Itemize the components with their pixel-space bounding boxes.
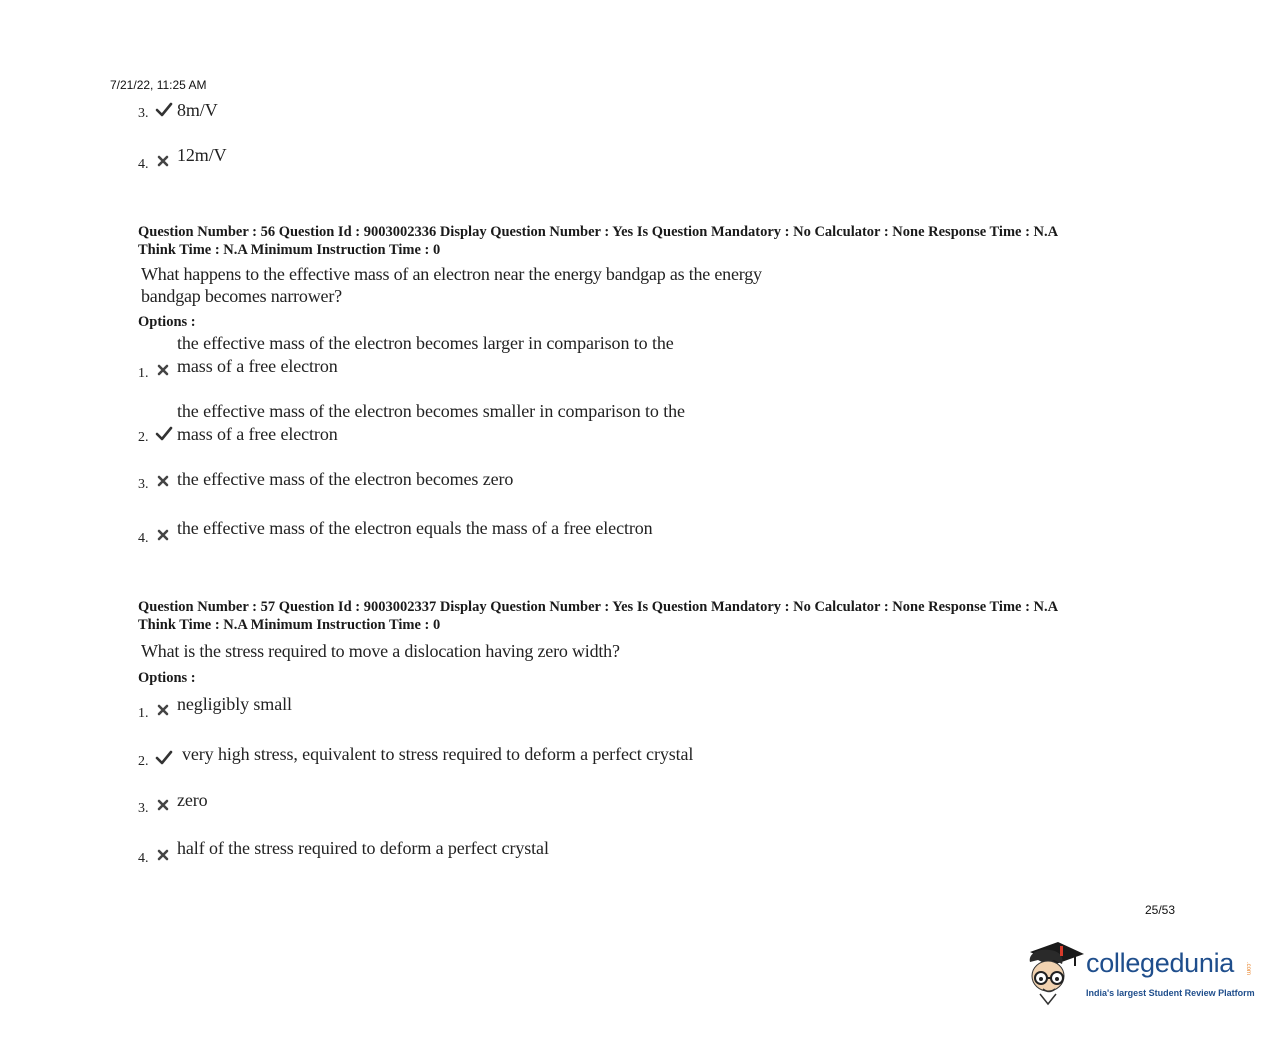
check-icon bbox=[155, 426, 173, 442]
option-text: the effective mass of the electron becomes zero bbox=[177, 469, 514, 489]
option-number: 4. bbox=[138, 851, 149, 866]
options-label: Options : bbox=[138, 670, 196, 686]
option-number: 2. bbox=[138, 754, 149, 769]
logo-wordmark: collegedunia bbox=[1086, 948, 1235, 978]
option-text: 8m/V bbox=[177, 100, 218, 120]
option-number: 2. bbox=[138, 430, 149, 445]
cross-icon bbox=[155, 847, 173, 863]
question-meta-line2: Think Time : N.A Minimum Instruction Time : 0 bbox=[138, 242, 441, 258]
cross-icon bbox=[155, 797, 173, 813]
cross-icon bbox=[155, 702, 173, 718]
check-icon bbox=[155, 102, 173, 118]
question-text-line2: bandgap becomes narrower? bbox=[141, 286, 342, 306]
option-number: 4. bbox=[138, 531, 149, 546]
cross-icon bbox=[155, 362, 173, 378]
check-icon bbox=[155, 750, 173, 766]
collegedunia-logo bbox=[1024, 938, 1254, 1010]
option-text: half of the stress required to deform a perfect crystal bbox=[177, 838, 549, 858]
option-number: 3. bbox=[138, 477, 149, 492]
cross-icon bbox=[155, 473, 173, 489]
question-text-line1: What happens to the effective mass of an electron near the energy bandgap as the energy bbox=[141, 264, 762, 284]
question-meta-line1: Question Number : 56 Question Id : 9003002336 Display Question Number : Yes Is Question Mandatory : No Calculator : None Response Time : N.A bbox=[138, 224, 1059, 240]
page-number: 25/53 bbox=[1145, 903, 1176, 917]
question-meta-line2: Think Time : N.A Minimum Instruction Time : 0 bbox=[138, 617, 441, 633]
options-label: Options : bbox=[138, 314, 196, 330]
option-text: mass of a free electron bbox=[177, 356, 338, 376]
logo-domain-suffix: .com bbox=[1245, 962, 1251, 976]
question-text-line1: What is the stress required to move a dislocation having zero width? bbox=[141, 641, 620, 661]
option-text: the effective mass of the electron becomes larger in comparison to the bbox=[177, 333, 674, 353]
cross-icon bbox=[155, 527, 173, 543]
print-timestamp: 7/21/22, 11:25 AM bbox=[110, 78, 207, 92]
option-number: 4. bbox=[138, 157, 149, 172]
option-text: negligibly small bbox=[177, 694, 292, 714]
option-text: very high stress, equivalent to stress required to deform a perfect crystal bbox=[182, 744, 694, 764]
option-text: mass of a free electron bbox=[177, 424, 338, 444]
option-text: the effective mass of the electron equals the mass of a free electron bbox=[177, 518, 653, 538]
mascot-icon bbox=[1024, 938, 1086, 1010]
option-number: 3. bbox=[138, 106, 149, 121]
logo-tagline: India's largest Student Review Platform bbox=[1086, 988, 1255, 998]
question-meta-line1: Question Number : 57 Question Id : 9003002337 Display Question Number : Yes Is Question Mandatory : No Calculator : None Response Time : N.A bbox=[138, 599, 1059, 615]
option-number: 1. bbox=[138, 706, 149, 721]
option-text: the effective mass of the electron becomes smaller in comparison to the bbox=[177, 401, 685, 421]
option-text: zero bbox=[177, 790, 208, 810]
option-number: 3. bbox=[138, 801, 149, 816]
option-number: 1. bbox=[138, 366, 149, 381]
option-text: 12m/V bbox=[177, 145, 227, 165]
cross-icon bbox=[155, 153, 173, 169]
